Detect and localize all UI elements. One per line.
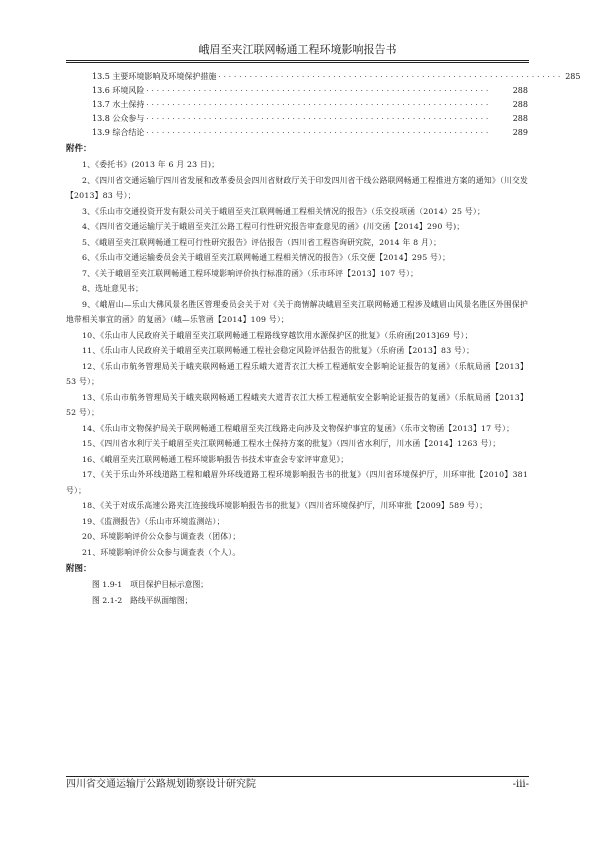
document-header-title: 峨眉至夹江联网畅通工程环境影响报告书	[198, 43, 397, 56]
figure-item: 图 1.9-1 项目保护目标示意图；	[92, 580, 209, 589]
figure-item: 图 2.1-2 路线平纵面缩图；	[92, 595, 193, 605]
appendix-item: 20、环境影响评价公众参与调查表（团体）；	[82, 532, 241, 541]
toc-entry-page: 288	[512, 86, 528, 95]
appendix-item: 9、《峨眉山—乐山大佛风景名胜区管理委员会关于对《关于商情解决峨眉至夹江联网畅通工程涉及峨眉山风景名胜区外围保护地带相关事宜的函》的复函》（峨—乐管函【2014】109 号）；	[66, 299, 528, 324]
appendix-item: 1、《委托书》(2013 年 6 月 23 日)；	[82, 160, 220, 169]
footer-page-number: -iii-	[512, 779, 529, 790]
appendix-item: 16、《峨眉至夹江联网畅通工程环境影响报告书技术审查会专家评审意见》；	[82, 454, 349, 464]
header-rule-thin	[66, 62, 529, 63]
toc-leader-dots: ··································································	[146, 87, 492, 95]
footer-rule	[66, 776, 529, 777]
figures-heading: 附图：	[66, 564, 92, 574]
appendix-item: 19、《监测报告》（乐山市环境监测站）；	[82, 516, 225, 526]
toc-entry-page: 288	[512, 100, 528, 109]
appendix-item: 2、《四川省交通运输厅四川省发展和改革委员会四川省财政厅关于印发四川省干线公路联网畅通工程推进方案的通知》（川交发【2013】83 号）；	[66, 175, 528, 200]
toc-entry-label: 13.5 主要环境影响及环境保护措施	[66, 70, 216, 84]
footer-organization: 四川省交通运输厅公路规划勘察设计研究院	[66, 779, 256, 790]
appendix-item: 4、《四川省交通运输厅关于峨眉至夹江公路工程可行性研究报告审查意见的函》(川交函【2014】290 号)；	[82, 222, 465, 231]
appendix-item: 3、《乐山市交通投资开发有限公司关于峨眉至夹江联网畅通工程相关情况的报告》（乐交投项函（2014）25 号）；	[82, 206, 485, 216]
toc-entry[interactable]	[66, 112, 528, 126]
toc-list	[66, 70, 581, 140]
toc-entry[interactable]	[66, 84, 528, 98]
toc-leader-dots: ··································································	[218, 73, 564, 81]
toc-entry-label: 13.9 综合结论	[66, 126, 144, 140]
appendix-item: 17、《关于乐山外环线道路工程和峨眉外环线道路工程环境影响报告书的批复》（四川省环境保护厅，川环审批【2010】381 号）；	[66, 470, 528, 495]
toc-leader-dots: ··································································	[146, 115, 492, 123]
toc-entry-page: 288	[512, 114, 528, 123]
appendices-heading: 附件：	[66, 144, 92, 154]
appendix-item: 10、《乐山市人民政府关于峨眉至夹江联网畅通工程路线穿越饮用水源保护区的批复》（乐府函[2013]69 号）；	[82, 330, 473, 340]
appendix-item: 14、《乐山市文物保护局关于联网畅通工程峨眉至夹江线路走向涉及文物保护事宜的复函》（乐市文物函【2013】17 号）；	[82, 423, 515, 433]
toc-leader-dots: ··································································	[146, 129, 492, 137]
header-rule	[66, 60, 529, 61]
toc-entry-label: 13.8 公众参与	[66, 112, 144, 126]
page-content	[66, 70, 581, 608]
appendix-item: 15、《四川省水利厅关于峨眉至夹江联网畅通工程水土保持方案的批复》（四川省水利厅，川水函【2014】1263 号）；	[82, 439, 501, 448]
appendix-item: 13、《乐山市航务管理局关于峨夹联网畅通工程峨夹大道青衣江大桥工程通航安全影响论证报告的复函》（乐航局函【2013】52 号）；	[66, 392, 528, 417]
appendix-item: 5、《峨眉至夹江联网畅通工程可行性研究报告》评估报告（四川省工程咨询研究院，2014 年 8 月）；	[82, 237, 442, 247]
appendix-item: 21、环境影响评价公众参与调查表（个人）。	[82, 547, 241, 557]
appendix-item: 12、《乐山市航务管理局关于峨夹联网畅通工程乐峨大道青衣江大桥工程通航安全影响论证报告的复函》（乐航局函【2013】53 号）；	[66, 361, 528, 386]
figures-list	[66, 577, 528, 608]
toc-entry-label: 13.7 水土保持	[66, 98, 144, 112]
appendix-item: 11、《乐山市人民政府关于峨眉至夹江联网畅通工程社会稳定风险评估报告的批复》（乐府函【2013】83 号）；	[82, 346, 475, 355]
appendix-item: 6、《乐山市交通运输委员会关于峨眉至夹江联网畅通工程相关情况的报告》（乐交便【2014】295 号）；	[82, 253, 451, 262]
toc-entry[interactable]	[66, 70, 581, 84]
appendix-item: 18、《关于对成乐高速公路夹江连接线环境影响报告书的批复》（四川省环境保护厅，川环审批【2009】589 号）；	[82, 501, 488, 510]
toc-leader-dots: ··································································	[146, 101, 492, 109]
toc-entry-page: 289	[512, 128, 528, 137]
toc-entry[interactable]	[66, 98, 528, 112]
toc-entry-label: 13.6 环境风险	[66, 84, 144, 98]
appendix-item: 7、《关于峨眉至夹江联网畅通工程环境影响评价执行标准的函》（乐市环评【2013】107 号）；	[82, 268, 419, 278]
appendices-list	[66, 157, 528, 560]
toc-entry-page: 285	[565, 72, 581, 81]
appendix-item: 8、选址意见书；	[82, 284, 144, 293]
toc-entry[interactable]	[66, 126, 528, 140]
